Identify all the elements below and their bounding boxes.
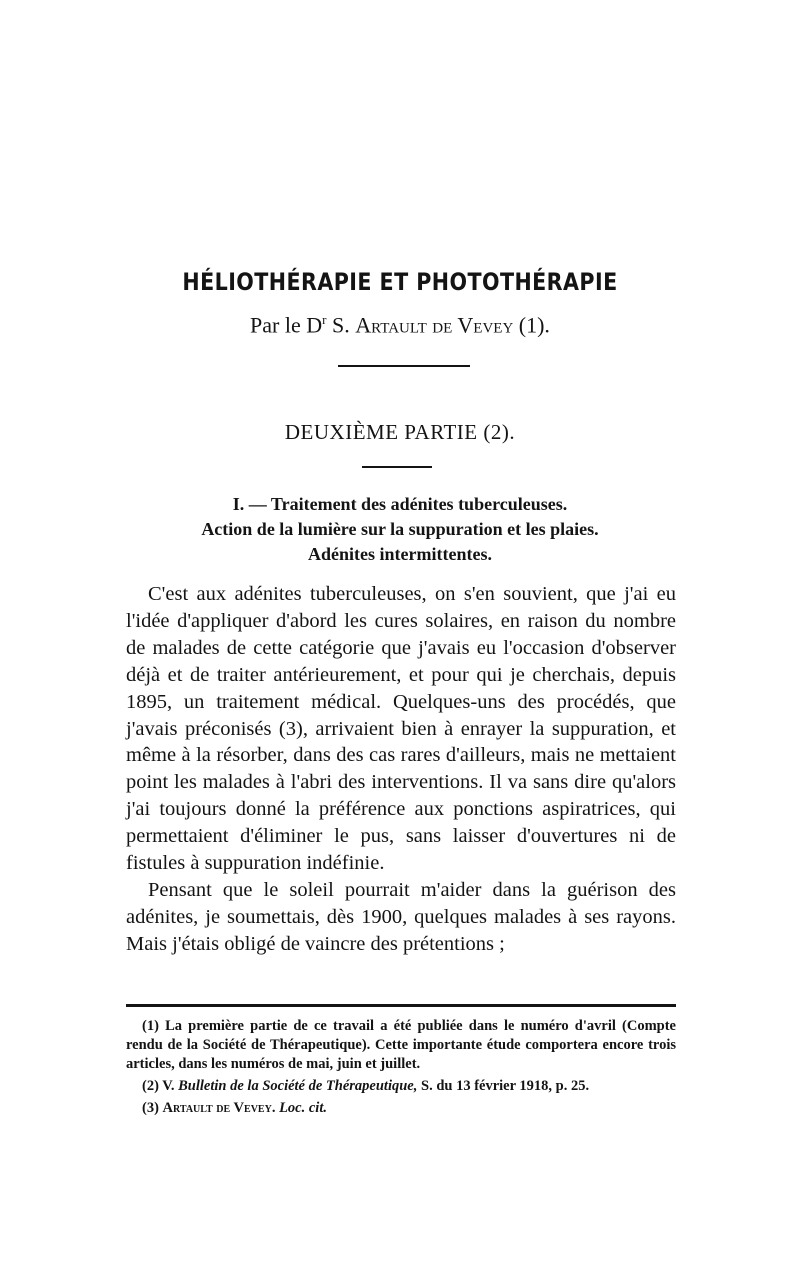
footnote-3-prefix: (3) (142, 1100, 159, 1116)
part-title: DEUXIÈME PARTIE (2). (284, 420, 516, 444)
section-heading-line-2: Action de la lumière sur la suppuration et les plaies. (201, 519, 599, 539)
author-name: Artault de Vevey (355, 312, 514, 338)
body-paragraph-1: C'est aux adénites tuberculeuses, on s'en souvient, que j'ai eu l'idée d'appliquer d'abord les cures solaires, en raison du nombre de malades de cette catégorie que j'avais eu l'occasion d'observer déjà et de traiter antérieurement, et pour qui je cherchais, depuis 1895, un traitement médical. Quelques-uns des procédés, que j'avais préconisés (3), arrivaient bien à enrayer la suppuration, et même à la résorber, dans des cas rares d'ailleurs, mais ne mettaient point les malades à l'abri des interventions. Il va sans dire qu'alors j'ai toujours donné la préférence aux ponctions aspiratrices, qui permettaient d'éliminer le pus, sans laisser d'ouvertures ni de fistules à suppuration indéfinie. (126, 583, 676, 875)
footnote-2-journal: Bulletin de la Société de Thérapeutique, (178, 1078, 418, 1094)
section-heading-line-1: I. — Traitement des adénites tuberculeuses. (232, 494, 568, 514)
footnote-rule (126, 1004, 676, 1007)
footnote-3 (126, 1099, 676, 1118)
divider-rule (338, 365, 470, 367)
footnotes (126, 1017, 676, 1121)
footnote-3-author: Artault de Vevey. (162, 1100, 276, 1116)
divider-rule-short (362, 466, 432, 468)
byline-note-ref: (1). (518, 312, 550, 338)
section-heading-line-3: Adénites intermittentes. (308, 544, 492, 564)
footnote-1: (1) La première partie de ce travail a été publiée dans le numéro d'avril (Compte rendu de la Société de Thérapeutique). Cette importante étude comportera encore trois articles, dans les numéros de mai, juin et juillet. (126, 1018, 676, 1072)
byline-prefix: Par le D (250, 312, 323, 338)
footnote-2 (126, 1077, 676, 1096)
footnote-2-suffix: S. du 13 février 1918, p. 25. (421, 1078, 590, 1094)
section-heading (120, 492, 680, 567)
byline-superscript: r (322, 312, 327, 327)
body-paragraph-2: Pensant que le soleil pourrait m'aider dans la guérison des adénites, je soumettais, dès 1900, quelques malades à ses rayons. Mais j'étais obligé de vaincre des prétentions ; (126, 878, 676, 955)
footnote-3-citation: Loc. cit. (279, 1100, 327, 1116)
footnote-2-prefix: (2) V. (142, 1078, 175, 1094)
author-byline (0, 312, 800, 338)
byline-initial: S. (331, 312, 350, 338)
page-title: HÉLIOTHÉRAPIE ET PHOTOTHÉRAPIE (182, 268, 618, 296)
body-text (126, 581, 676, 958)
